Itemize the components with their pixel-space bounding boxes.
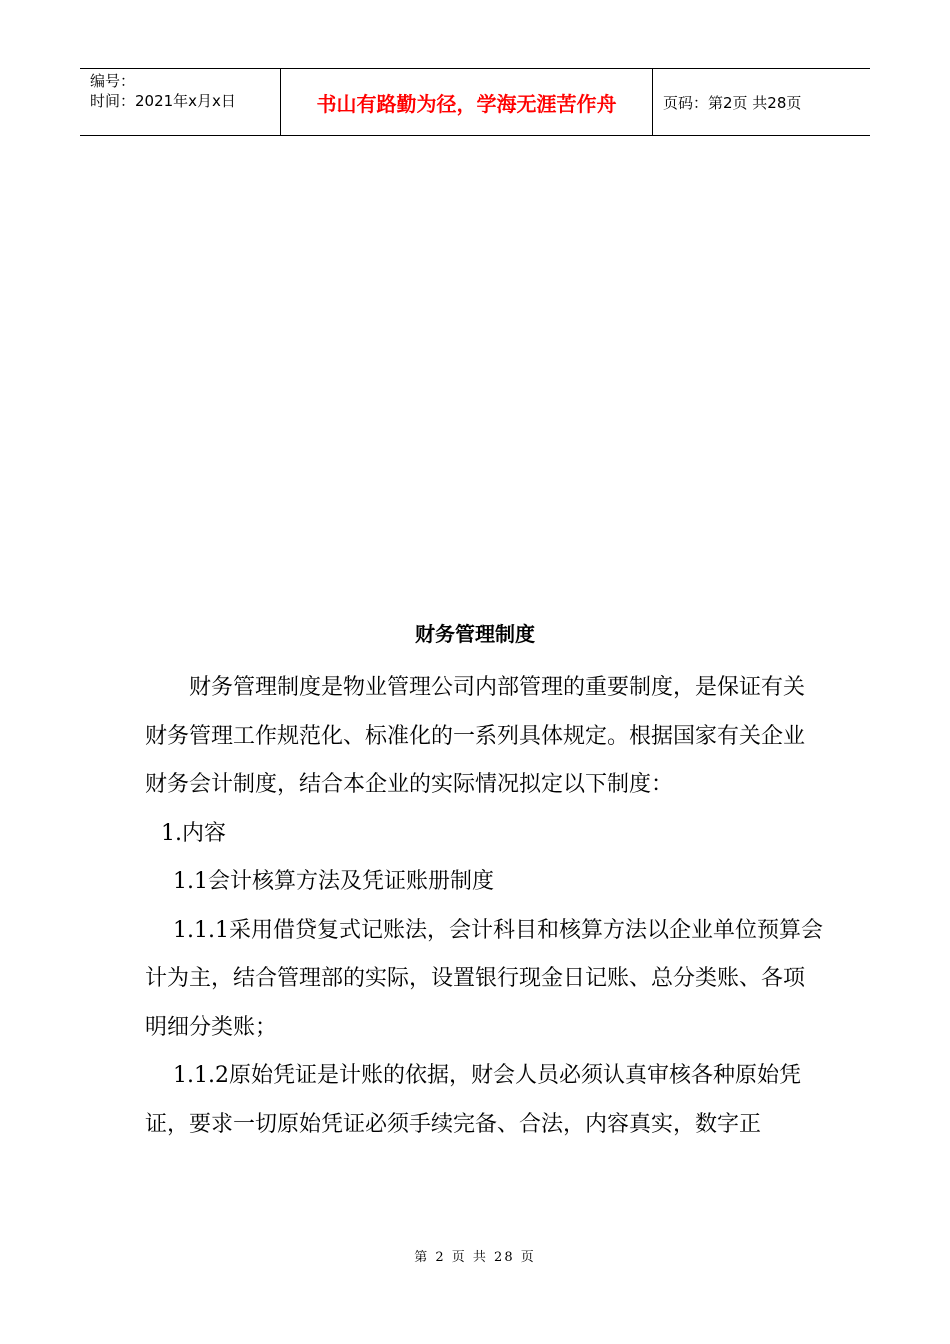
page-footer: 第 2 页 共 28 页 xyxy=(414,1250,536,1265)
section-heading-content: 1.内容 xyxy=(161,820,226,846)
document-number-label: 编号： xyxy=(90,72,136,90)
document-body xyxy=(145,664,825,1149)
header-page-code: 页码：第2页 共28页 xyxy=(663,93,802,112)
clause-1-1-2: 1.1.2原始凭证是计账的依据，财会人员必须认真审核各种原始凭证，要求一切原始凭证必须手续完备、合法，内容真实，数字正 xyxy=(145,1063,801,1137)
header-meta-cell xyxy=(80,69,281,135)
intro-paragraph: 财务管理制度是物业管理公司内部管理的重要制度，是保证有关财务管理工作规范化、标准化的一系列具体规定。根据国家有关企业财务会计制度，结合本企业的实际情况拟定以下制度： xyxy=(145,675,806,797)
subsection-heading-accounting: 1.1会计核算方法及凭证账册制度 xyxy=(173,869,494,894)
page-header xyxy=(80,68,870,136)
document-title: 财务管理制度 xyxy=(415,622,535,646)
header-motto: 书山有路勤为径，学海无涯苦作舟 xyxy=(281,69,653,135)
clause-1-1-1: 1.1.1采用借贷复式记账法，会计科目和核算方法以企业单位预算会计为主，结合管理部的实际，设置银行现金日记账、总分类账、各项明细分类账； xyxy=(145,917,823,1040)
document-time-label: 时间：2021年x月x日 xyxy=(90,92,236,110)
